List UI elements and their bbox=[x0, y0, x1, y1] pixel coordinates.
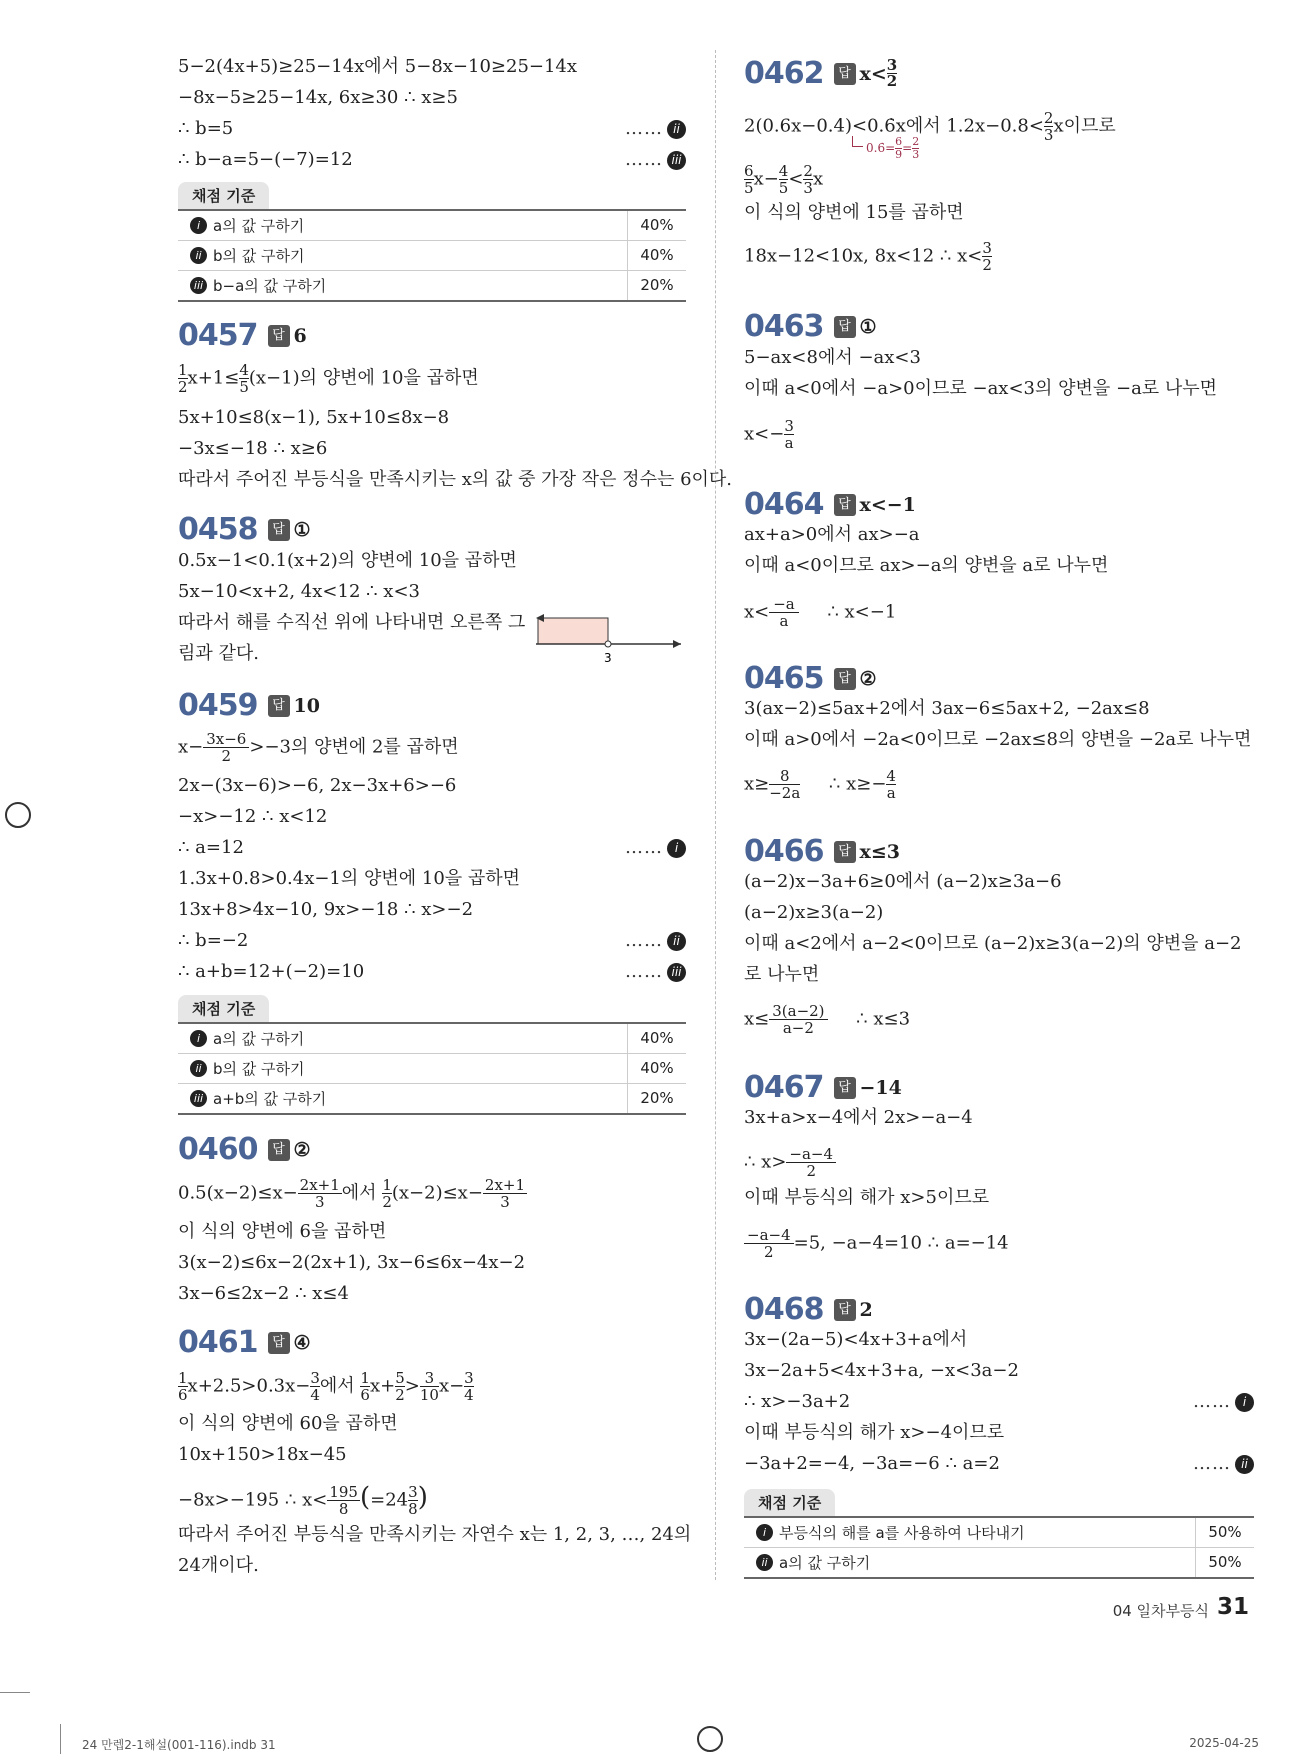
text-line: −8x−5≥25−14x, 6x≥30 ∴ x≥5 bbox=[178, 87, 458, 108]
problem-header: 0460 답 ② bbox=[178, 1132, 311, 1167]
text-line: ax+a>0에서 ax>−a bbox=[744, 524, 920, 545]
rubric-row: i a의 값 구하기 40% bbox=[178, 211, 686, 241]
text-line: 이때 a<0에서 −a>0이므로 −ax<3의 양변을 −a로 나누면 bbox=[744, 378, 1218, 399]
text-line: 3x−2a+5<4x+3+a, −x<3a−2 bbox=[744, 1360, 1019, 1381]
crop-mark bbox=[0, 1692, 30, 1693]
text-line: ∴ b=−2 bbox=[178, 930, 249, 951]
text-line: 이때 a<0이므로 ax>−a의 양변을 a로 나누면 bbox=[744, 555, 1109, 576]
rubric-title: 채점 기준 bbox=[178, 182, 269, 209]
text-line: 2x−(3x−6)>−6, 2x−3x+6>−6 bbox=[178, 775, 457, 796]
problem-header: 0464 답 x<−1 bbox=[744, 487, 916, 522]
text-line: 5x+10≤8(x−1), 5x+10≤8x−8 bbox=[178, 407, 450, 428]
rubric-title: 채점 기준 bbox=[744, 1489, 835, 1516]
text-line: (a−2)x−3a+6≥0에서 (a−2)x≥3a−6 bbox=[744, 871, 1062, 892]
text-line: (a−2)x≥3(a−2) bbox=[744, 902, 884, 923]
rubric-row: i a의 값 구하기 40% bbox=[178, 1024, 686, 1054]
text-line: 3(x−2)≤6x−2(2x+1), 3x−6≤6x−4x−2 bbox=[178, 1252, 526, 1273]
rubric-row: i 부등식의 해를 a를 사용하여 나타내기 50% bbox=[744, 1518, 1254, 1548]
page-number: 31 bbox=[1216, 1594, 1249, 1620]
text-line: 0.5x−1<0.1(x+2)의 양변에 10을 곱하면 bbox=[178, 550, 517, 571]
step-mark: …… i bbox=[625, 837, 686, 858]
text-line: 이 식의 양변에 60을 곱하면 bbox=[178, 1413, 398, 1434]
axis-label: 3 bbox=[604, 651, 612, 665]
text-line: −8x>−195 ∴ x< $\frac{195}{8}$ (=24 $\frac{3}{8}$ ) bbox=[178, 1482, 428, 1518]
problem-header: 0457 답 6 bbox=[178, 318, 307, 353]
problem-header: 0465 답 ② bbox=[744, 661, 877, 696]
problem-header: 0468 답 2 bbox=[744, 1292, 873, 1327]
problem-header: 0467 답 −14 bbox=[744, 1070, 902, 1105]
text-line: ∴ x>−3a+2 bbox=[744, 1391, 851, 1412]
text-line: 이때 a>0에서 −2a<0이므로 −2ax≤8의 양변을 −2a로 나누면 bbox=[744, 729, 1252, 750]
number-line bbox=[536, 612, 686, 666]
text-line: 이때 부등식의 해가 x>5이므로 bbox=[744, 1187, 990, 1208]
text-line: −3x≤−18 ∴ x≥6 bbox=[178, 438, 328, 459]
text-line: 18x−12<10x, 8x<12 ∴ x< $\frac{3}{2}$ bbox=[744, 239, 992, 274]
step-mark: …… i bbox=[1193, 1391, 1254, 1412]
text-line: 24개이다. bbox=[178, 1555, 259, 1576]
rubric-row: ii b의 값 구하기 40% bbox=[178, 1054, 686, 1084]
text-line: 10x+150>18x−45 bbox=[178, 1444, 347, 1465]
annotation-note: 0.6̇= $\frac{6}{9}$ = $\frac{2}{3}$ bbox=[852, 136, 919, 161]
text-line: ∴ b−a=5−(−7)=12 bbox=[178, 149, 353, 170]
text-line: 5−ax<8에서 −ax<3 bbox=[744, 347, 921, 368]
step-mark: …… ii bbox=[625, 118, 686, 139]
problem-header: 0462 답 x< $\frac{3}{2}$ bbox=[744, 56, 898, 91]
scoring-rubric bbox=[178, 995, 686, 1115]
text-line: 로 나누면 bbox=[744, 964, 820, 985]
print-date: 2025-04-25 bbox=[1189, 1736, 1259, 1750]
text-line: −3a+2=−4, −3a=−6 ∴ a=2 bbox=[744, 1453, 1000, 1474]
text-line: 5−2(4x+5)≥25−14x에서 5−8x−10≥25−14x bbox=[178, 56, 578, 77]
text-line: 이때 부등식의 해가 x>−4이므로 bbox=[744, 1422, 1005, 1443]
text-line: 13x+8>4x−10, 9x>−18 ∴ x>−2 bbox=[178, 899, 474, 920]
rubric-title: 채점 기준 bbox=[178, 995, 269, 1022]
step-mark: …… ii bbox=[625, 930, 686, 951]
step-mark: …… ii bbox=[1193, 1453, 1254, 1474]
text-line: ∴ b=5 bbox=[178, 118, 234, 139]
text-line: x<− $\frac{3}{a}$ bbox=[744, 417, 794, 452]
text-line: 0.5(x−2)≤x− $\frac{2x+1}{3}$ 에서 $\frac{1}{2}$ (x−2)≤x− $\frac{2x+1}{3}$ bbox=[178, 1176, 526, 1211]
registration-mark-icon bbox=[5, 802, 31, 828]
text-line: 이 식의 양변에 15를 곱하면 bbox=[744, 202, 964, 223]
problem-header: 0466 답 x≤3 bbox=[744, 834, 900, 869]
text-line: −x>−12 ∴ x<12 bbox=[178, 806, 328, 827]
text-line: 따라서 주어진 부등식을 만족시키는 x의 값 중 가장 작은 정수는 6이다. bbox=[178, 469, 733, 490]
text-line: 따라서 해를 수직선 위에 나타내면 오른쪽 그 bbox=[178, 612, 526, 633]
text-line: 3x−(2a−5)<4x+3+a에서 bbox=[744, 1329, 968, 1350]
text-line: 3(ax−2)≤5ax+2에서 3ax−6≤5ax+2, −2ax≤8 bbox=[744, 698, 1150, 719]
text-line: $\frac{-a-4}{2}$ =5, −a−4=10 ∴ a=−14 bbox=[744, 1227, 1009, 1260]
text-line: 따라서 주어진 부등식을 만족시키는 자연수 x는 1, 2, 3, …, 24의 bbox=[178, 1524, 692, 1545]
step-mark: …… iii bbox=[625, 961, 686, 982]
text-line: $\frac{1}{6}$ x+2.5>0.3x− $\frac{3}{4}$ 에서 $\frac{1}{6}$ x+ $\frac{5}{2}$ > $\frac{3}{10}$ x− $\frac{3}{4}$ bbox=[178, 1369, 474, 1404]
text-line: $\frac{6}{5}$ x− $\frac{4}{5}$ < $\frac{2}{3}$ x bbox=[744, 162, 824, 197]
text-line: 3x−6≤2x−2 ∴ x≤4 bbox=[178, 1283, 349, 1304]
rubric-row: ii a의 값 구하기 50% bbox=[744, 1548, 1254, 1577]
text-line: 1.3x+0.8>0.4x−1의 양변에 10을 곱하면 bbox=[178, 868, 521, 889]
rubric-row: ii b의 값 구하기 40% bbox=[178, 241, 686, 271]
rubric-row: iii b−a의 값 구하기 20% bbox=[178, 271, 686, 300]
text-line: 이 식의 양변에 6을 곱하면 bbox=[178, 1221, 387, 1242]
text-line: ∴ x> $\frac{-a-4}{2}$ bbox=[744, 1146, 836, 1179]
text-line: x≥ $\frac{8}{-2a}$ ∴ x≥− $\frac{4}{a}$ bbox=[744, 767, 896, 802]
scoring-rubric bbox=[744, 1489, 1254, 1579]
text-line: x< $\frac{-a}{a}$ ∴ x<−1 bbox=[744, 595, 897, 630]
column-divider bbox=[715, 50, 716, 1580]
text-line: 림과 같다. bbox=[178, 643, 259, 664]
problem-header: 0459 답 10 bbox=[178, 688, 320, 723]
text-line: ∴ a=12 bbox=[178, 837, 244, 858]
problem-header: 0461 답 ④ bbox=[178, 1325, 311, 1360]
step-mark: …… iii bbox=[625, 149, 686, 170]
problem-header: 0458 답 ① bbox=[178, 512, 311, 547]
text-line: 3x+a>x−4에서 2x>−a−4 bbox=[744, 1107, 973, 1128]
text-line: x− $\frac{3x-6}{2}$ >−3의 양변에 2를 곱하면 bbox=[178, 730, 459, 765]
text-line: 이때 a<2에서 a−2<0이므로 (a−2)x≥3(a−2)의 양변을 a−2 bbox=[744, 933, 1242, 954]
rubric-row: iii a+b의 값 구하기 20% bbox=[178, 1084, 686, 1113]
print-file-info: 24 만렙2-1해설(001-116).indb 31 bbox=[82, 1738, 276, 1752]
scoring-rubric bbox=[178, 182, 686, 302]
problem-header: 0463 답 ① bbox=[744, 309, 877, 344]
text-line: 2(0.6x−0.4)<0.6̇x에서 1.2x−0.8< $\frac{2}{3}$ x이므로 bbox=[744, 109, 1116, 144]
crop-mark bbox=[60, 1724, 61, 1754]
text-line: 5x−10<x+2, 4x<12 ∴ x<3 bbox=[178, 581, 420, 602]
text-line: x≤ $\frac{3(a-2)}{a-2}$ ∴ x≤3 bbox=[744, 1002, 911, 1037]
chapter-title: 04 일차부등식 bbox=[1112, 1602, 1209, 1620]
text-line: ∴ a+b=12+(−2)=10 bbox=[178, 961, 365, 982]
registration-mark-icon bbox=[697, 1726, 723, 1752]
text-line: $\frac{1}{2}$ x+1≤ $\frac{4}{5}$ (x−1)의 양변에 10을 곱하면 bbox=[178, 361, 479, 396]
